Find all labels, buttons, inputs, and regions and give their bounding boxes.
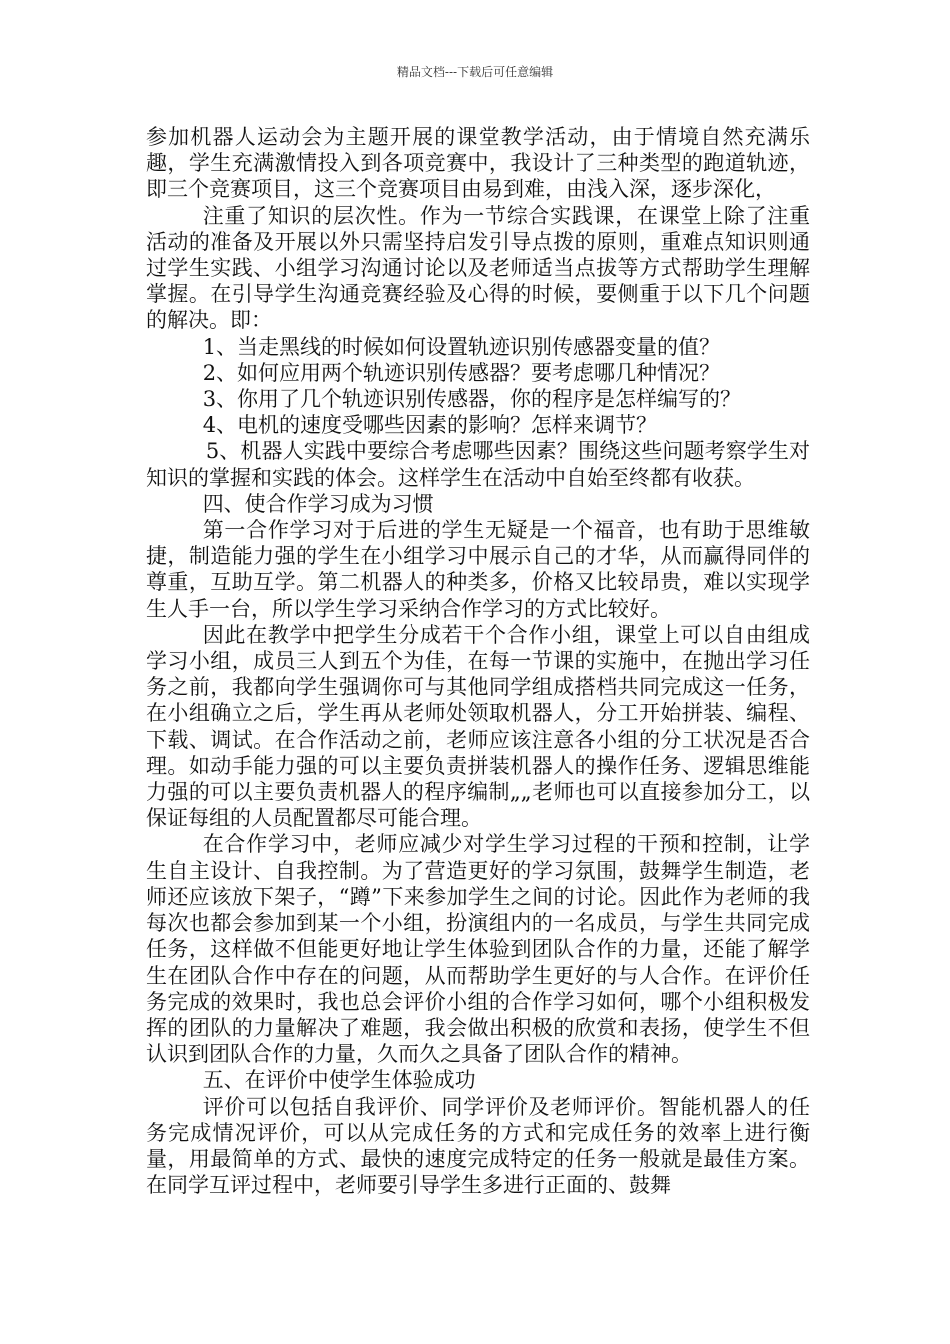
paragraph: 参加机器人运动会为主题开展的课堂教学活动，由于情境自然充满乐趣，学生充满激情投入到各项竞赛中，我设计了三种类型的跑道轨迹，即三个竞赛项目，这三个竞赛项目由易到难，由浅入深，逐步深化， — [146, 125, 810, 202]
paragraph: 因此在教学中把学生分成若干个合作小组，课堂上可以自由组成学习小组，成员三人到五个为佳，在每一节课的实施中，在抛出学习任务之前，我都向学生强调你可与其他同学组成搭档共同完成这一任务，在小组确立之后，学生再从老师处领取机器人，分工开始拼装、编程、下载、调试。在合作活动之前，老师应该注意各小组的分工状况是否合理。如动手能力强的可以主要负责拼装机器人的操作任务、逻辑思维能力强的可以主要负责机器人的程序编制„„老师也可以直接参加分工，以保证每组的人员配置都尽可能合理。 — [146, 622, 810, 831]
document-body — [146, 124, 810, 1198]
paragraph: 在合作学习中，老师应减少对学生学习过程的干预和控制，让学生自主设计、自我控制。为了营造更好的学习氛围，鼓舞学生制造，老师还应该放下架子，“蹲”下来参加学生之间的讨论。因此作为老师的我每次也都会参加到某一个小组，扮演组内的一名成员，与学生共同完成任务，这样做不但能更好地让学生体验到团队合作的力量，还能了解学生在团队合作中存在的问题，从而帮助学生更好的与人合作。在评价任务完成的效果时，我也总会评价小组的合作学习如何，哪个小组积极发挥的团队的力量解决了难题，我会做出积极的欣赏和表扬，使学生不但认识到团队合作的力量，久而久之具备了团队合作的精神。 — [146, 832, 810, 1067]
page-header: 精品文档---下载后可任意编辑 — [396, 65, 554, 79]
list-item: 5、机器人实践中要综合考虑哪些因素？围绕这些问题考察学生对知识的掌握和实践的体会。这样学生在活动中自始至终都有收获。 — [146, 439, 810, 490]
section-heading: 五、在评价中使学生体验成功 — [202, 1068, 476, 1093]
list-item: 4、电机的速度受哪些因素的影响？怎样来调节？ — [202, 413, 658, 438]
paragraph: 第一合作学习对于后进的学生无疑是一个福音，也有助于思维敏捷，制造能力强的学生在小组学习中展示自己的才华，从而赢得同伴的尊重，互助互学。第二机器人的种类多，价格又比较昂贵，难以实现学生人手一台，所以学生学习采纳合作学习的方式比较好。 — [146, 518, 810, 621]
section-heading: 四、使合作学习成为习惯 — [202, 491, 434, 516]
list-item: 2、如何应用两个轨迹识别传感器？要考虑哪几种情况？ — [202, 360, 721, 385]
list-item: 3、你用了几个轨迹识别传感器，你的程序是怎样编写的？ — [202, 387, 742, 412]
paragraph: 评价可以包括自我评价、同学评价及老师评价。智能机器人的任务完成情况评价，可以从完成任务的方式和完成任务的效率上进行衡量，用最简单的方式、最快的速度完成特定的任务一般就是最佳方案。在同学互评过程中，老师要引导学生多进行正面的、鼓舞 — [146, 1094, 810, 1198]
paragraph: 注重了知识的层次性。作为一节综合实践课，在课堂上除了注重活动的准备及开展以外只需坚持启发引导点拨的原则，重难点知识则通过学生实践、小组学习沟通讨论以及老师适当点拔等方式帮助学生理解掌握。在引导学生沟通竞赛经验及心得的时候，要侧重于以下几个问题的解决。即： — [146, 203, 810, 333]
list-item: 1、当走黑线的时候如何设置轨迹识别传感器变量的值？ — [202, 334, 721, 359]
